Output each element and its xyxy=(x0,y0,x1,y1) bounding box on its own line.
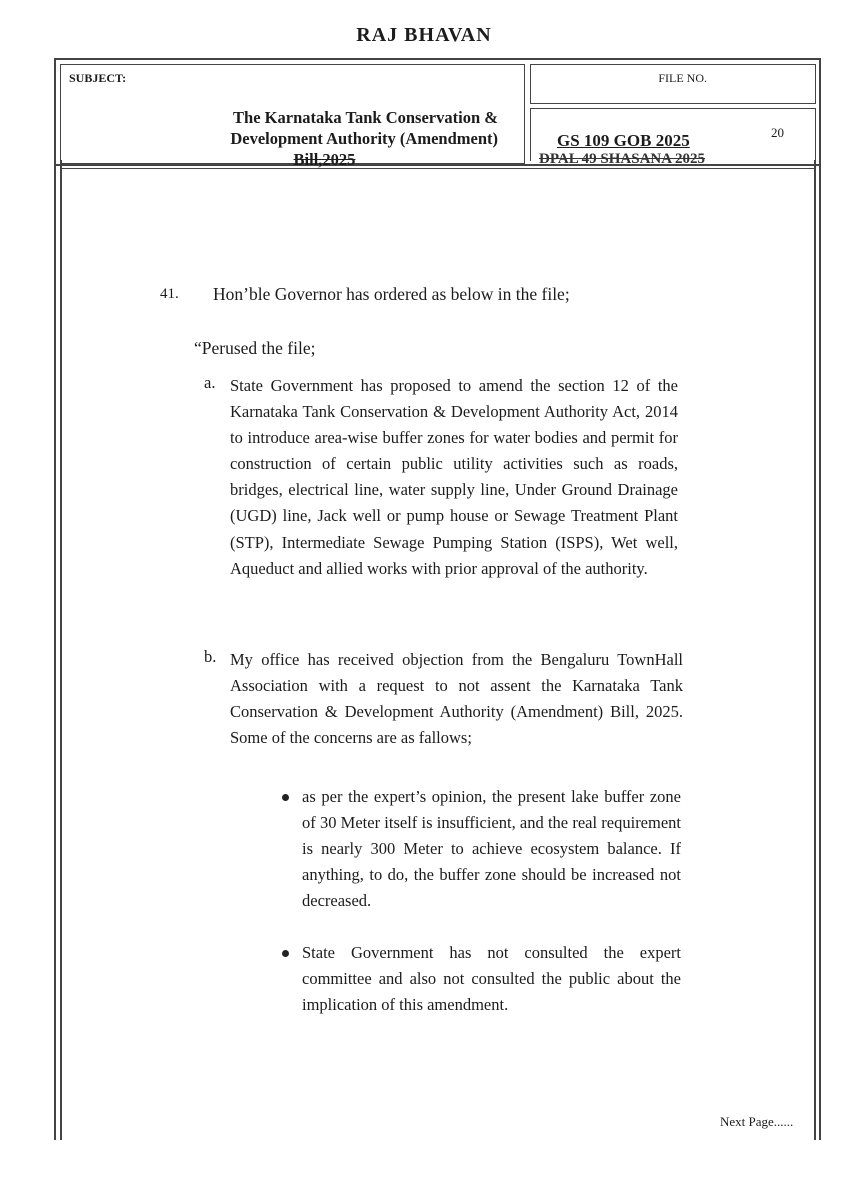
file-no-box xyxy=(530,64,816,104)
quote-opening: “Perused the file; xyxy=(194,338,316,358)
page-number: 20 xyxy=(771,125,784,140)
subject-box xyxy=(60,64,525,169)
frame-top-border xyxy=(54,58,821,60)
paragraph-number: 41. xyxy=(160,286,179,302)
subject-line-2: Development Authority (Amendment) xyxy=(230,129,498,148)
bullet-dot-icon xyxy=(282,794,289,801)
frame-left-border-inner xyxy=(60,160,62,1140)
subject-line-3: Bill,2025 xyxy=(293,150,356,169)
file-number: GS 109 GOB 2025 xyxy=(557,131,690,150)
bullet-dot-icon xyxy=(282,950,289,957)
next-page-note: Next Page...... xyxy=(720,1114,794,1129)
paragraph-intro: Hon’ble Governor has ordered as below in the file; xyxy=(213,284,570,304)
letterhead: RAJ BHAVAN xyxy=(356,24,492,46)
subject-label: SUBJECT: xyxy=(69,71,127,85)
item-b-text: My office has received objection from the Bengaluru TownHall Association with a request to not assent the Karnataka Tank Conservation & Development Authority (Amendment) Bill, 2025. Some of the concerns are as fallows; xyxy=(230,650,683,748)
old-file-number: DPAL 49 SHASANA 2025 xyxy=(539,151,705,167)
item-a-marker: a. xyxy=(204,373,216,392)
frame-right-border-inner xyxy=(814,160,816,1140)
subject-line-1: The Karnataka Tank Conservation & xyxy=(233,108,498,127)
subject-title xyxy=(61,107,498,170)
bullet-2-text: State Government has not consulted the expert committee and also not consulted the public about the implication of this amendment. xyxy=(302,943,681,1015)
file-no-label: FILE NO. xyxy=(658,71,707,85)
item-b-marker: b. xyxy=(204,647,217,666)
item-a-text: State Government has proposed to amend the section 12 of the Karnataka Tank Conservation & Development Authority Act, 2014 to introduce area-wise buffer zones for water bodies and permit for construction of certain public utility activities such as roads, bridges, electrical line, water supply line, Under Ground Drainage (UGD) line, Jack well or pump house or Sewage Treatment Plant (STP), Intermediate Sewage Pumping Station (ISPS), Wet well, Aqueduct and allied works with prior approval of the authority. xyxy=(230,376,678,578)
frame-left-border xyxy=(54,58,56,1140)
file-no-value-box xyxy=(530,108,816,167)
bullet-1-text: as per the expert’s opinion, the present lake buffer zone of 30 Meter itself is insufficient, and the real requirement is nearly 300 Meter to achieve ecosystem balance. If anything, to do, the buffer zone should be increased not decreased. xyxy=(302,787,681,911)
frame-right-border xyxy=(819,58,821,1140)
